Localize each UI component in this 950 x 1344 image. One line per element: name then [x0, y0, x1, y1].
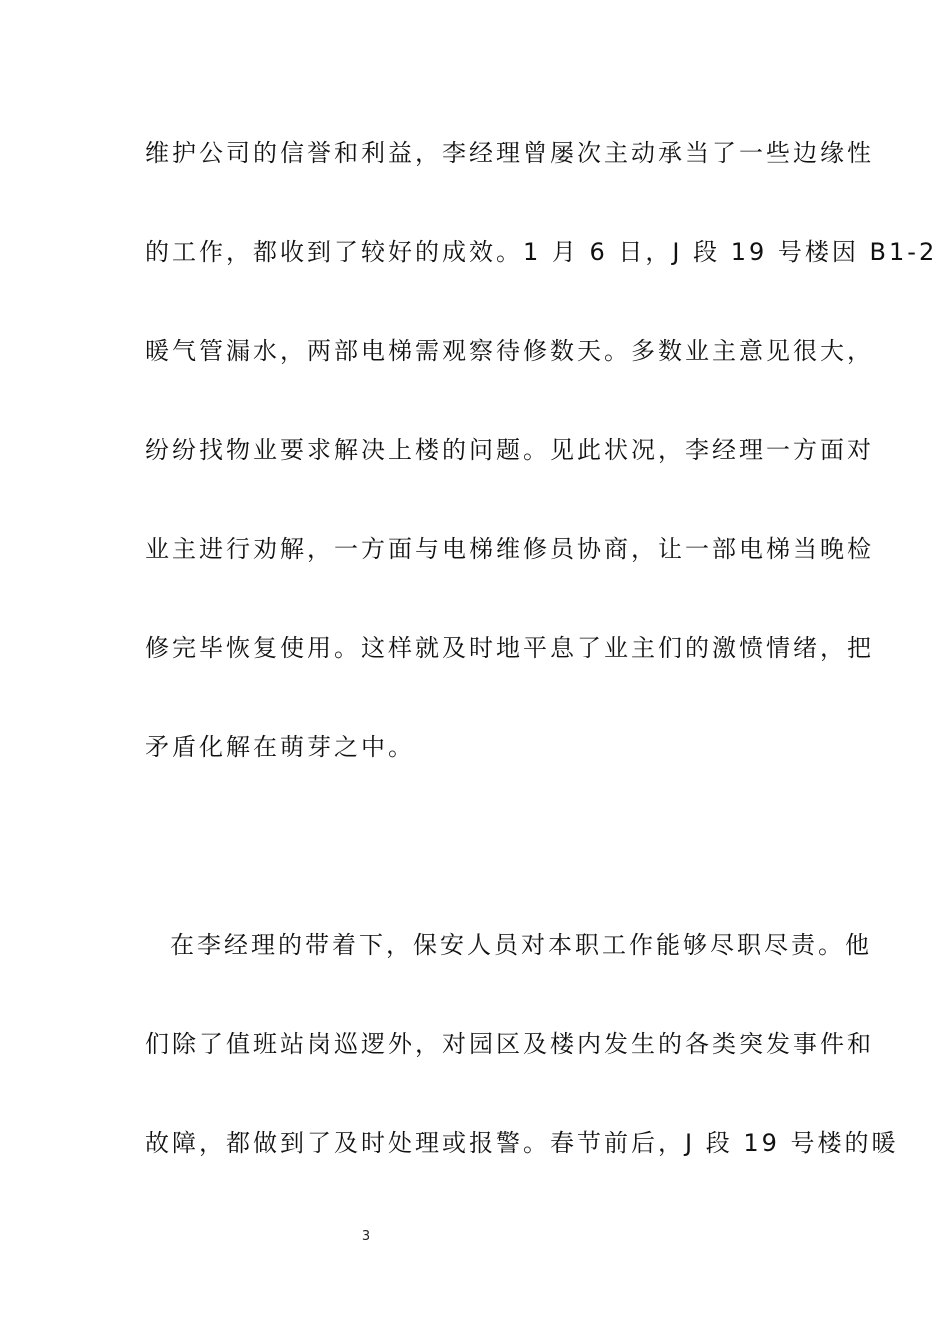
paragraph-1-line-3: 暖气管漏水，两部电梯需观察待修数天。多数业主意见很大，	[145, 337, 874, 365]
paragraph-1-line-7: 矛盾化解在萌芽之中。	[145, 733, 415, 761]
paragraph-2-line-3: 故障，都做到了及时处理或报警。春节前后，J 段 19 号楼的暖	[145, 1129, 899, 1157]
paragraph-1-line-6: 修完毕恢复使用。这样就及时地平息了业主们的激愤情绪，把	[145, 634, 874, 662]
paragraph-1-line-4: 纷纷找物业要求解决上楼的问题。见此状况，李经理一方面对	[145, 436, 874, 464]
paragraph-1-line-2: 的工作，都收到了较好的成效。1 月 6 日，J 段 19 号楼因 B1-2	[145, 238, 938, 266]
paragraph-1-line-1: 维护公司的信誉和利益，李经理曾屡次主动承当了一些边缘性	[145, 139, 874, 167]
page-number: 3	[361, 1229, 371, 1244]
paragraph-1-line-5: 业主进行劝解，一方面与电梯维修员协商，让一部电梯当晚检	[145, 535, 874, 563]
paragraph-2-line-1: 在李经理的带着下，保安人员对本职工作能够尽职尽责。他	[170, 931, 872, 959]
paragraph-2-line-2: 们除了值班站岗巡逻外，对园区及楼内发生的各类突发事件和	[145, 1030, 874, 1058]
